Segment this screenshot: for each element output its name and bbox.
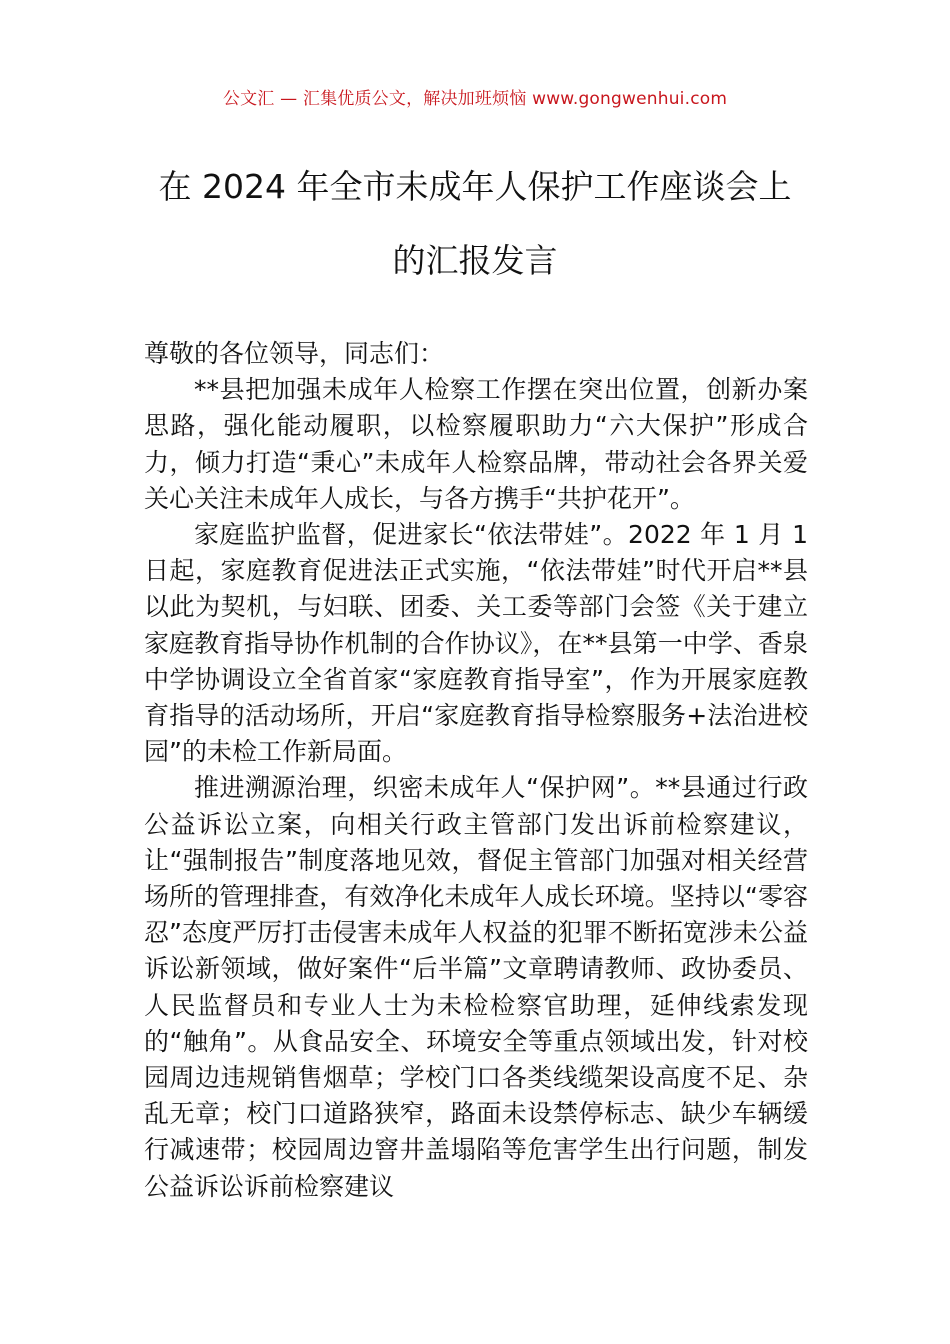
title-line-1: 在 2024 年全市未成年人保护工作座谈会上 <box>158 167 792 206</box>
title-line-2: 的汇报发言 <box>392 241 558 280</box>
salutation: 尊敬的各位领导，同志们： <box>144 339 445 368</box>
document-title <box>130 150 820 298</box>
paragraph: 推进溯源治理，织密未成年人“保护网”。**县通过行政公益诉讼立案，向相关行政主管部门发出诉前检察建议，让“强制报告”制度落地见效，督促主管部门加强对相关经营场所的管理排查，有效净化未成年人成长环境。坚持以“零容忍”态度严厉打击侵害未成年人权益的犯罪不断拓宽涉未公益诉讼新领域，做好案件“后半篇”文章聘请教师、政协委员、人民监督员和专业人士为未检检察官助理，延伸线索发现的“触角”。从食品安全、环境安全等重点领域出发，针对校园周边违规销售烟草；学校门口各类线缆架设高度不足、杂乱无章；校门口道路狭窄，路面未设禁停标志、缺少车辆缓行减速带；校园周边窨井盖塌陷等危害学生出行问题，制发公益诉讼诉前检察建议 <box>144 773 808 1201</box>
header-banner: 公文汇 — 汇集优质公文，解决加班烦恼 www.gongwenhui.com <box>222 89 728 109</box>
paragraph: 家庭监护监督，促进家长“依法带娃”。2022 年 1 月 1 日起，家庭教育促进法正式实施，“依法带娃”时代开启**县以此为契机，与妇联、团委、关工委等部门会签《关于建立家庭教育指导协作机制的合作协议》，在**县第一中学、香泉中学协调设立全省首家“家庭教育指导室”，作为开展家庭教育指导的活动场所，开启“家庭教育指导检察服务+法治进校园”的未检工作新局面。 <box>144 520 808 767</box>
document-body <box>144 336 808 1205</box>
paragraph: **县把加强未成年人检察工作摆在突出位置，创新办案思路，强化能动履职，以检察履职助力“六大保护”形成合力，倾力打造“秉心”未成年人检察品牌，带动社会各界关爱关心关注未成年人成长，与各方携手“共护花开”。 <box>144 375 808 513</box>
